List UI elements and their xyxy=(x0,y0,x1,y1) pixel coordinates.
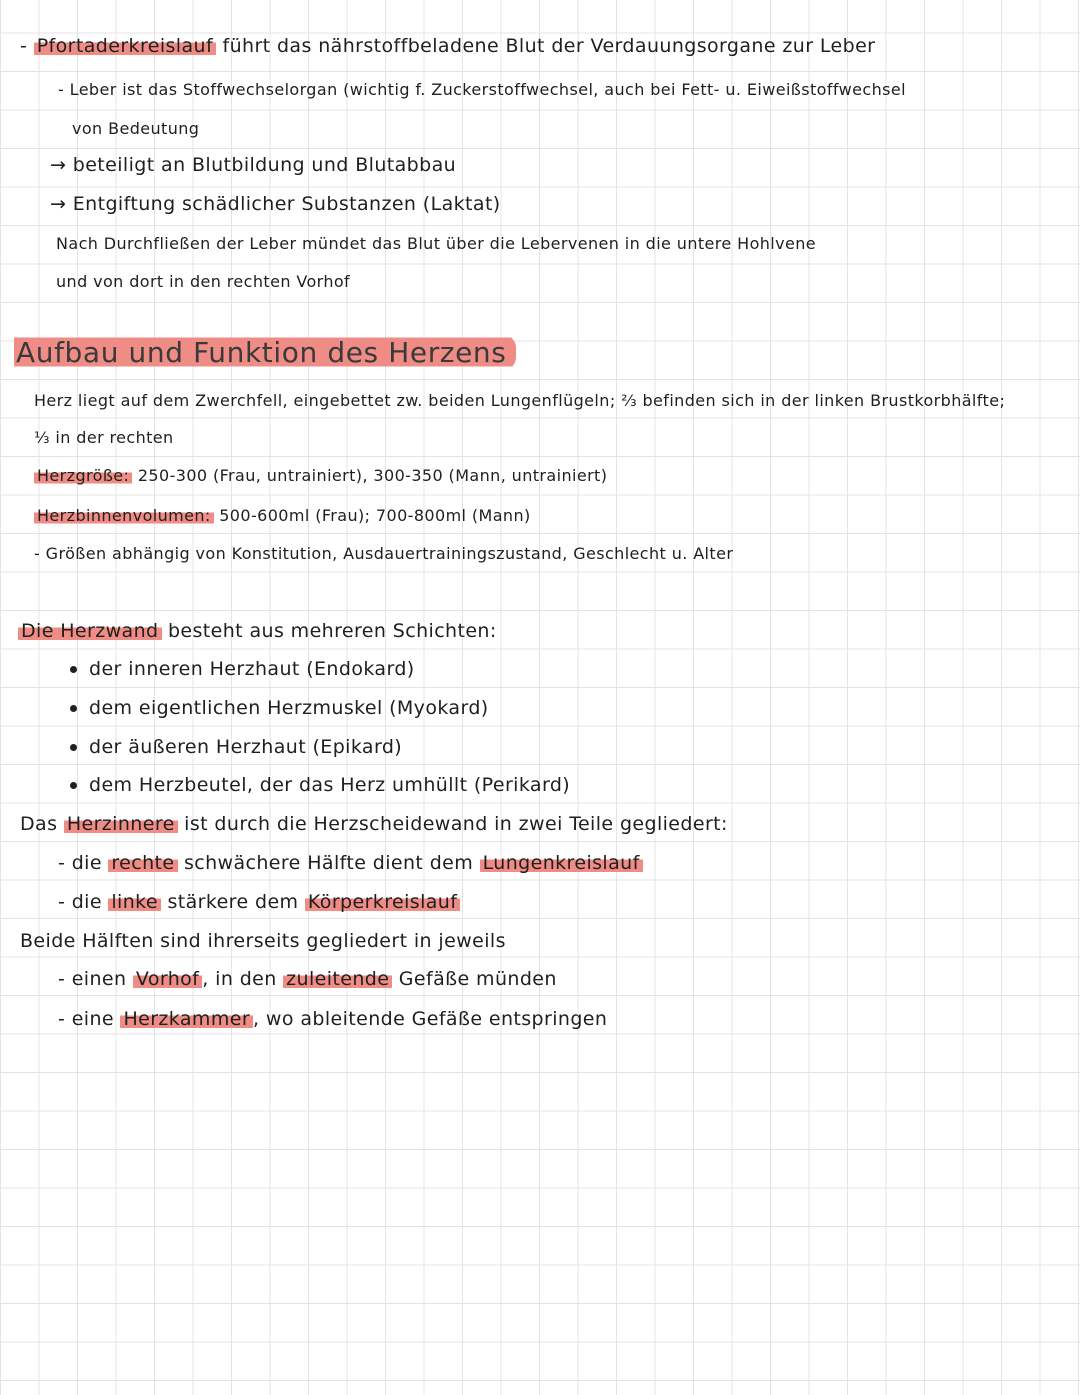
line-text: - die xyxy=(58,852,109,874)
line-text: stärkere dem xyxy=(161,891,305,913)
note-line-rechten: ⅓ in der rechten xyxy=(34,428,174,447)
note-line-leber: - Leber ist das Stoffwechselorgan (wichtig f. Zuckerstoffwechsel, auch bei Fett- u. Eiweißstoffwechsel xyxy=(58,80,906,99)
bullet-icon xyxy=(70,744,77,751)
highlight-term: Pfortaderkreislauf xyxy=(34,35,216,57)
layer-text: dem eigentlichen Herzmuskel (Myokard) xyxy=(89,697,489,719)
dash: - xyxy=(20,35,34,57)
line-text: , wo ableitende Gefäße entspringen xyxy=(253,1008,608,1030)
bullet-icon xyxy=(70,705,77,712)
line-text: Gefäße münden xyxy=(392,968,557,990)
line-text: - die xyxy=(58,891,109,913)
highlight-term: Herzbinnenvolumen: xyxy=(34,506,214,525)
line-text: führt das nährstoffbeladene Blut der Verdauungsorgane zur Leber xyxy=(216,35,876,57)
highlight-term: linke xyxy=(108,891,161,913)
note-line-durchfliessen: Nach Durchfließen der Leber mündet das Blut über die Lebervenen in die untere Hohlvene xyxy=(56,234,817,253)
note-line-beide-haelften: Beide Hälften sind ihrerseits gegliedert in jeweils xyxy=(20,930,506,952)
note-line-rechte-haelfte xyxy=(58,851,643,875)
line-text: , in den xyxy=(202,968,284,990)
note-line-herzgroesse xyxy=(34,464,607,488)
highlight-term: Lungenkreislauf xyxy=(480,852,643,874)
line-text: Das xyxy=(20,813,64,835)
list-item-layer xyxy=(70,696,489,720)
line-text: - einen xyxy=(58,968,133,990)
list-item-layer xyxy=(70,735,402,759)
highlight-term: Herzinnere xyxy=(64,813,178,835)
bullet-icon xyxy=(70,782,77,789)
layer-text: der äußeren Herzhaut (Epikard) xyxy=(89,736,403,758)
note-line-vorhof-item xyxy=(58,967,557,991)
list-item-layer xyxy=(70,657,415,681)
highlight-term: rechte xyxy=(108,852,177,874)
layer-text: dem Herzbeutel, der das Herz umhüllt (Perikard) xyxy=(89,774,571,796)
note-line-herzwand xyxy=(18,619,497,643)
note-line-entgiftung: → Entgiftung schädlicher Substanzen (Laktat) xyxy=(50,193,501,215)
highlight-term: Die Herzwand xyxy=(18,620,162,642)
note-line-herzbinnenvolumen xyxy=(34,504,531,528)
note-line-pfortaderkreislauf xyxy=(20,34,875,58)
line-text: 250-300 (Frau, untrainiert), 300-350 (Mann, untrainiert) xyxy=(132,466,608,485)
note-line-groessen: - Größen abhängig von Konstitution, Ausdauertrainingszustand, Geschlecht u. Alter xyxy=(34,544,734,563)
layer-text: der inneren Herzhaut (Endokard) xyxy=(89,658,415,680)
highlight-term: Herzkammer xyxy=(120,1008,253,1030)
note-line-herzinnere xyxy=(20,812,728,836)
highlight-term: Vorhof xyxy=(133,968,202,990)
note-line-herzkammer-item xyxy=(58,1007,607,1031)
highlight-term: Körperkreislauf xyxy=(305,891,460,913)
line-text: ist durch die Herzscheidewand in zwei Teile gegliedert: xyxy=(177,813,728,835)
highlight-term: Herzgröße: xyxy=(34,466,132,485)
line-text: - eine xyxy=(58,1008,121,1030)
section-heading: Aufbau und Funktion des Herzens xyxy=(14,334,516,371)
note-line-bedeutung: von Bedeutung xyxy=(72,119,200,138)
bullet-icon xyxy=(70,666,77,673)
line-text: besteht aus mehreren Schichten: xyxy=(161,620,497,642)
list-item-layer xyxy=(70,773,570,797)
note-line-linke-haelfte xyxy=(58,890,460,914)
note-line-herz-lage: Herz liegt auf dem Zwerchfell, eingebettet zw. beiden Lungenflügeln; ⅔ befinden sich in der linken Brustkorbhälfte; xyxy=(34,391,1006,410)
line-text: schwächere Hälfte dient dem xyxy=(177,852,480,874)
line-text: 500-600ml (Frau); 700-800ml (Mann) xyxy=(213,506,531,525)
note-line-vorhof: und von dort in den rechten Vorhof xyxy=(56,272,351,291)
note-line-blutbildung: → beteiligt an Blutbildung und Blutabbau xyxy=(50,154,457,176)
highlight-term: zuleitende xyxy=(283,968,392,990)
